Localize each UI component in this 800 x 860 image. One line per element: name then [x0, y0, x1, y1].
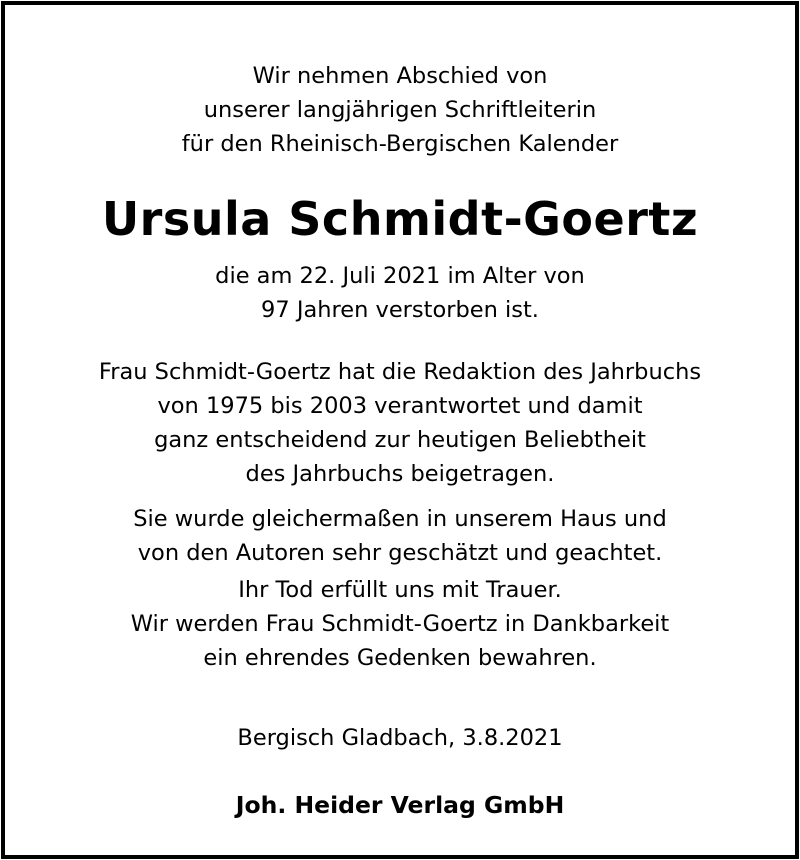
grief-line: Wir werden Frau Schmidt-Goertz in Dankbarkeit — [130, 611, 670, 637]
tribute-line: Frau Schmidt-Goertz hat die Redaktion des Jahrbuchs — [98, 359, 702, 385]
intro-paragraph — [5, 59, 795, 161]
tribute-paragraph — [5, 355, 795, 491]
place-date — [5, 721, 795, 755]
intro-line: Wir nehmen Abschied von — [252, 63, 548, 89]
publisher-signature: Joh. Heider Verlag GmbH — [235, 791, 565, 819]
intro-line: für den Rheinisch-Bergischen Kalender — [181, 131, 619, 157]
death-line: 97 Jahren verstorben ist. — [261, 297, 539, 323]
death-line: die am 22. Juli 2021 im Alter von — [215, 263, 585, 289]
death-paragraph — [5, 259, 795, 327]
place-date-text: Bergisch Gladbach, 3.8.2021 — [237, 725, 563, 751]
obituary-notice — [1, 1, 799, 859]
deceased-name: Ursula Schmidt-Goertz — [101, 192, 699, 246]
intro-line: unserer langjährigen Schriftleiterin — [203, 97, 597, 123]
grief-line: Ihr Tod erfüllt uns mit Trauer. — [238, 577, 562, 603]
tribute-line: des Jahrbuchs beigetragen. — [245, 461, 555, 487]
esteem-line: Sie wurde gleichermaßen in unserem Haus und — [133, 506, 667, 532]
tribute-line: von 1975 bis 2003 verantwortet und damit — [157, 393, 643, 419]
esteem-paragraph — [5, 502, 795, 570]
tribute-line: ganz entscheidend zur heutigen Beliebtheit — [154, 427, 646, 453]
grief-paragraph — [5, 573, 795, 675]
esteem-line: von den Autoren sehr geschätzt und geachtet. — [137, 540, 663, 566]
grief-line: ein ehrendes Gedenken bewahren. — [203, 645, 597, 671]
